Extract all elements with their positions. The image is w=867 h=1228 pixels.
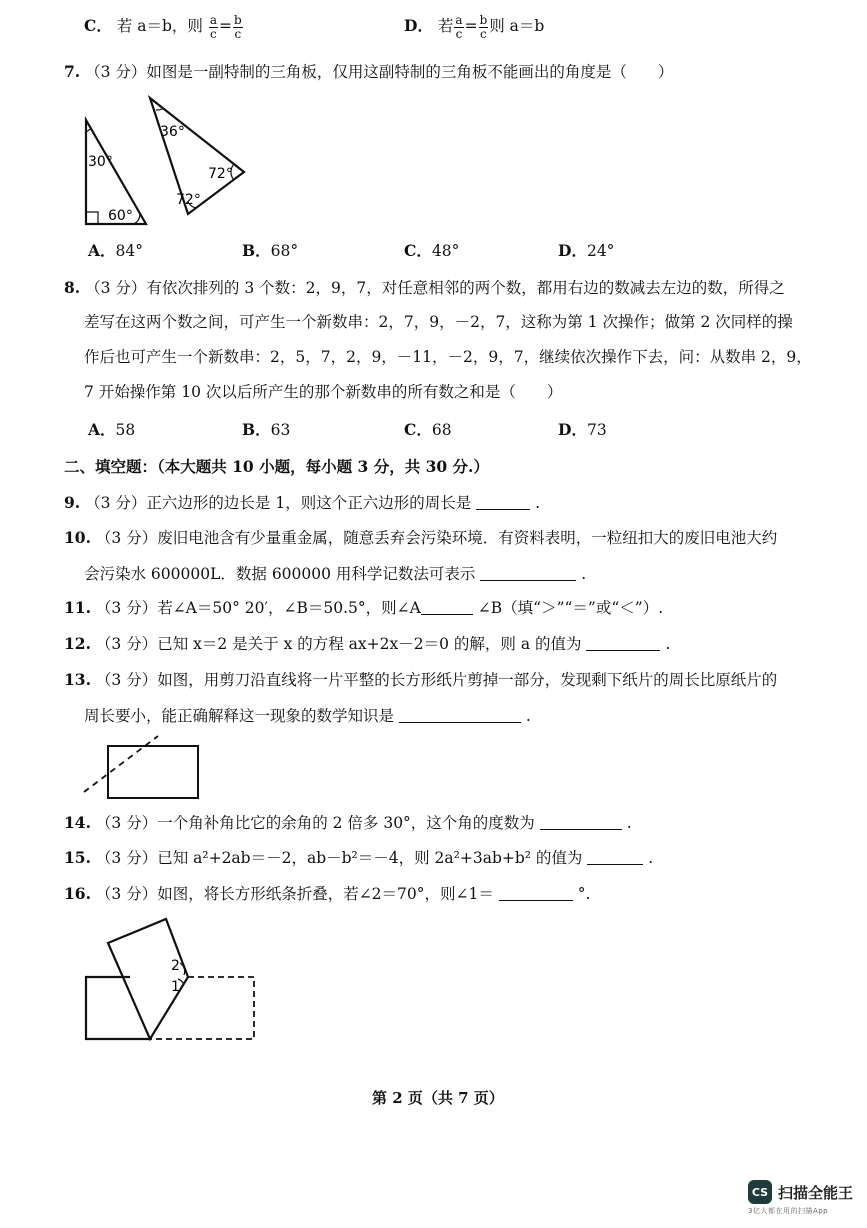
q8-option-b: B．63 xyxy=(242,420,291,439)
fraction: $\frac{b}{c}$ xyxy=(233,13,242,41)
q6-option-d xyxy=(404,14,544,40)
q7-option-d: D．24° xyxy=(558,241,615,260)
question-8-line-1 xyxy=(64,280,785,297)
page-footer: 第 2 页（共 7 页） xyxy=(372,1089,504,1107)
option-label: C． xyxy=(84,16,112,36)
equals-sign: = xyxy=(218,17,232,36)
cut-paper-figure xyxy=(76,732,206,804)
option-tail: 则 a＝b xyxy=(489,17,545,36)
triangle-set-figure xyxy=(78,92,258,232)
q8-option-a: A．58 xyxy=(88,420,136,439)
fraction: $\frac{a}{c}$ xyxy=(209,13,217,41)
q8-option-c: C．68 xyxy=(404,420,452,439)
answer-blank[interactable] xyxy=(587,850,643,865)
q7-option-b: B．68° xyxy=(242,241,299,260)
angle-label: 36° xyxy=(160,124,185,140)
question-13-line-1: 13. （3 分）如图，用剪刀沿直线将一片平整的长方形纸片剪掉一部分，发现剩下纸片的周长比原纸片的 xyxy=(64,670,778,689)
question-8-line-2: 差写在这两个数之间，可产生一个新数串：2，7，9，－2，7，这称为第 1 次操作；做第 2 次同样的操 xyxy=(84,313,793,331)
fraction: $\frac{b}{c}$ xyxy=(479,13,488,41)
angle-label: 60° xyxy=(108,208,133,224)
question-14: 14. （3 分）一个角补角比它的余角的 2 倍多 30°，这个角的度数为 . xyxy=(64,813,632,832)
question-15: 15. （3 分）已知 a²+2ab＝－2，ab－b²＝－4，则 2a²+3ab+b² 的值为 . xyxy=(64,848,654,867)
section-title: 二、填空题：（本大题共 10 小题，每小题 3 分，共 30 分.） xyxy=(64,457,489,476)
question-10-line-1: 10. （3 分）废旧电池含有少量重金属，随意丢弃会污染环境．有资料表明，一粒纽扣大的废旧电池大约 xyxy=(64,528,778,547)
question-8-line-3: 作后也可产生一个新数串：2，5，7，2，9，－11，－2，9，7，继续依次操作下去，问：从数串 2，9， xyxy=(84,348,812,366)
fraction: $\frac{a}{c}$ xyxy=(455,13,463,41)
question-8-line-4: 7 开始操作第 10 次以后所产生的那个新数串的所有数之和是（ ） xyxy=(84,383,563,401)
answer-blank[interactable] xyxy=(480,566,576,581)
angle-1-label: 1 xyxy=(171,979,180,995)
question-9: 9. （3 分）正六边形的边长是 1，则这个正六边形的周长是 . xyxy=(64,493,541,512)
question-12: 12. （3 分）已知 x＝2 是关于 x 的方程 ax+2x－2＝0 的解，则 a 的值为 . xyxy=(64,634,671,653)
question-16: 16. （3 分）如图，将长方形纸条折叠，若∠2＝70°，则∠1＝ °. xyxy=(64,884,591,903)
answer-blank[interactable] xyxy=(399,708,521,723)
q6-option-c xyxy=(84,14,244,40)
angle-label: 30° xyxy=(88,154,113,170)
question-13-line-2: 周长要小，能正确解释这一现象的数学知识是 . xyxy=(84,707,531,725)
camscanner-logo: CS xyxy=(748,1180,772,1204)
q7-option-c: C．48° xyxy=(404,241,460,260)
option-text: 若 xyxy=(437,17,454,36)
strip-dashed xyxy=(150,977,254,1039)
folded-strip-figure xyxy=(80,915,264,1051)
angle-2-label: 2 xyxy=(171,958,180,974)
strip-solid xyxy=(86,977,150,1039)
option-text: 若 a＝b，则 xyxy=(116,17,203,36)
right-angle-mark xyxy=(86,212,98,224)
q7-option-a: A．84° xyxy=(88,241,144,260)
answer-blank[interactable] xyxy=(540,815,622,830)
question-number: 8. xyxy=(64,278,81,297)
app-name: 扫描全能王 xyxy=(778,1183,854,1202)
q8-option-d: D．73 xyxy=(558,420,607,439)
app-tagline: 3亿人都在用的扫描App xyxy=(748,1207,829,1215)
answer-blank[interactable] xyxy=(499,886,573,901)
paper-rectangle xyxy=(108,746,198,798)
question-number: 7. xyxy=(64,62,81,81)
question-11: 11. （3 分）若∠A＝50° 20′，∠B＝50.5°，则∠A ∠B（填“＞”“＝”或“＜”）. xyxy=(64,598,664,617)
question-10-line-2: 会污染水 600000L．数据 600000 用科学记数法可表示 . xyxy=(84,565,587,583)
question-text: （3 分）有依次排列的 3 个数：2，9，7，对任意相邻的两个数，都用右边的数减去左边的数，所得之 xyxy=(85,279,785,297)
angle-label: 72° xyxy=(208,166,233,182)
angle-label: 72° xyxy=(176,192,201,208)
answer-blank[interactable] xyxy=(421,600,473,615)
scanner-watermark xyxy=(748,1180,853,1216)
equals-sign: = xyxy=(464,17,478,36)
cut-line xyxy=(84,736,158,792)
answer-blank[interactable] xyxy=(476,495,530,510)
question-text: （3 分）如图是一副特制的三角板，仅用这副特制的三角板不能画出的角度是（ ） xyxy=(85,63,674,81)
answer-blank[interactable] xyxy=(586,636,660,651)
question-7 xyxy=(64,64,673,81)
option-label: D． xyxy=(404,16,433,36)
